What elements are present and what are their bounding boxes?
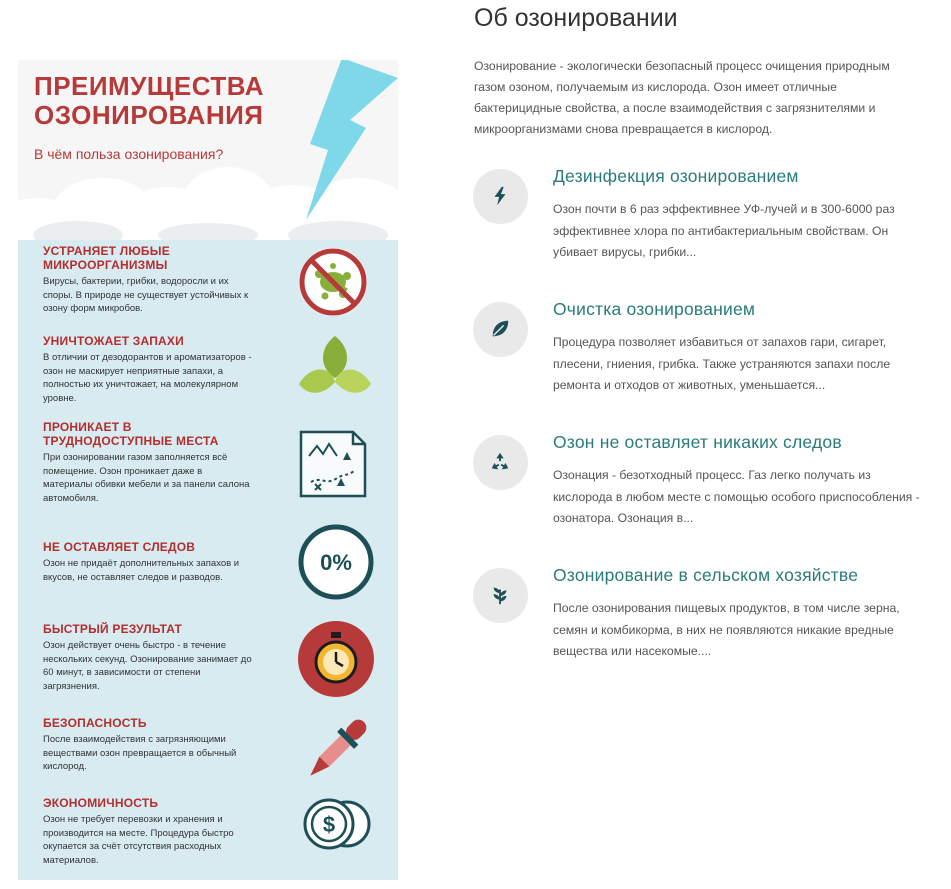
benefit-text: Вирусы, бактерии, грибки, водоросли и их споры. В природе не существует устойчивых к озону форм микробов. <box>43 276 249 315</box>
benefit-text: Озон не придаёт дополнительных запахов и вкусов, не оставляет следов и разводов. <box>43 558 240 583</box>
map-icon <box>297 428 369 500</box>
leaves-icon <box>297 334 373 404</box>
benefit-text: При озонировании газом заполняется всё помещение. Озон проникает даже в материалы обивки мебели и за панели салона автомобиля. <box>43 452 250 504</box>
benefit-title: ЭКОНОМИЧНОСТЬ <box>43 796 159 810</box>
feature-title-no-traces[interactable]: Озон не оставляет никаких следов <box>553 432 842 452</box>
infographic-title <box>34 72 264 130</box>
infographic-title-line-1: ПРЕИМУЩЕСТВА <box>34 71 264 101</box>
feature-icon-circle <box>473 435 528 490</box>
feature-title-disinfection[interactable]: Дезинфекция озонированием <box>553 166 799 186</box>
infographic-title-line-2: ОЗОНИРОВАНИЯ <box>34 100 264 130</box>
benefit-title: НЕ ОСТАВЛЯЕТ СЛЕДОВ <box>43 540 196 554</box>
zero-percent-label: 0% <box>320 550 352 575</box>
stopwatch-icon <box>297 620 375 698</box>
benefit-title: ПРОНИКАЕТ В ТРУДНОДОСТУПНЫЕ МЕСТА <box>43 420 219 448</box>
feature-title-cleaning[interactable]: Очистка озонированием <box>553 299 756 319</box>
feature-icon-circle <box>473 169 528 224</box>
benefit-text: Озон не требует перевозки и хранения и производится на месте. Процедура быстро окупается за счёт отсутствия расходных материалов. <box>43 814 234 866</box>
feature-icon-circle <box>473 302 528 357</box>
benefit-title: БЕЗОПАСНОСТЬ <box>43 716 147 730</box>
lightning-icon <box>489 185 511 207</box>
benefit-text: Озон действует очень быстро - в течение нескольких секунд. Озонирование занимает до 60 минут, в зависимости от степени загрязнения. <box>43 640 252 692</box>
feature-text: Озон почти в 6 раз эффективнее УФ-лучей и в 300-6000 раз эффективнее хлора по антибактериальным свойствам. Он убивает вирусы, грибки... <box>553 202 895 259</box>
feature-text: После озонирования пищевых продуктов, в том числе зерна, семян и комбикорма, в них не появляются никакие вредные вещества или насекомые.... <box>553 601 900 658</box>
feature-text: Озонация - безотходный процесс. Газ легко получать из кислорода в любом месте с помощью особого приспособления - озонатора. Озонация в... <box>553 468 920 525</box>
dropper-icon <box>297 716 373 786</box>
benefit-title: УНИЧТОЖАЕТ ЗАПАХИ <box>43 334 184 348</box>
feature-icon-circle <box>473 568 528 623</box>
infographic-panel <box>18 60 398 880</box>
benefit-hard-to-reach <box>43 420 253 505</box>
benefit-text: После взаимодействия с загрязняющими веществами озон превращается в обычный кислород. <box>43 734 237 773</box>
feature-title-agriculture[interactable]: Озонирование в сельском хозяйстве <box>553 565 859 585</box>
benefit-fast-result <box>43 622 253 693</box>
benefit-no-traces <box>43 540 253 584</box>
page-title: Об озонировании <box>474 4 678 32</box>
infographic-subtitle: В чём польза озонирования? <box>34 146 224 162</box>
leaf-icon <box>489 318 511 340</box>
benefit-safety <box>43 716 253 774</box>
recycle-icon <box>489 451 511 473</box>
feature-text: Процедура позволяет избавиться от запахов гари, сигарет, плесени, гниения, грибка. Также устраняются запахи после ремонта и отходов от животных, уменьшается... <box>553 335 891 392</box>
no-germs-icon <box>297 246 369 318</box>
benefit-title: БЫСТРЫЙ РЕЗУЛЬТАТ <box>43 622 183 636</box>
intro-paragraph: Озонирование - экологически безопасный процесс очищения природным газом озоном, получаемым из кислорода. Озон имеет отличные бактерицидные свойства, а после взаимодействия с загрязнителями и микроорганизмами снова превращается в кислород. <box>474 59 890 136</box>
dollar-sign: $ <box>322 812 336 837</box>
benefit-economy <box>43 796 253 867</box>
benefit-title: УСТРАНЯЕТ ЛЮБЫЕ МИКРООРГАНИЗМЫ <box>43 244 170 272</box>
benefit-microorganisms <box>43 244 253 316</box>
coins-icon <box>297 798 375 850</box>
zero-percent-icon <box>297 523 375 601</box>
benefit-odors <box>43 334 253 405</box>
plant-icon <box>489 584 511 606</box>
lightning-bolt-icon <box>290 60 398 223</box>
benefit-text: В отличии от дезодорантов и ароматизаторов - озон не маскирует неприятные запахи, а полностью их уничтожает, на молекулярном уровне. <box>43 352 252 404</box>
